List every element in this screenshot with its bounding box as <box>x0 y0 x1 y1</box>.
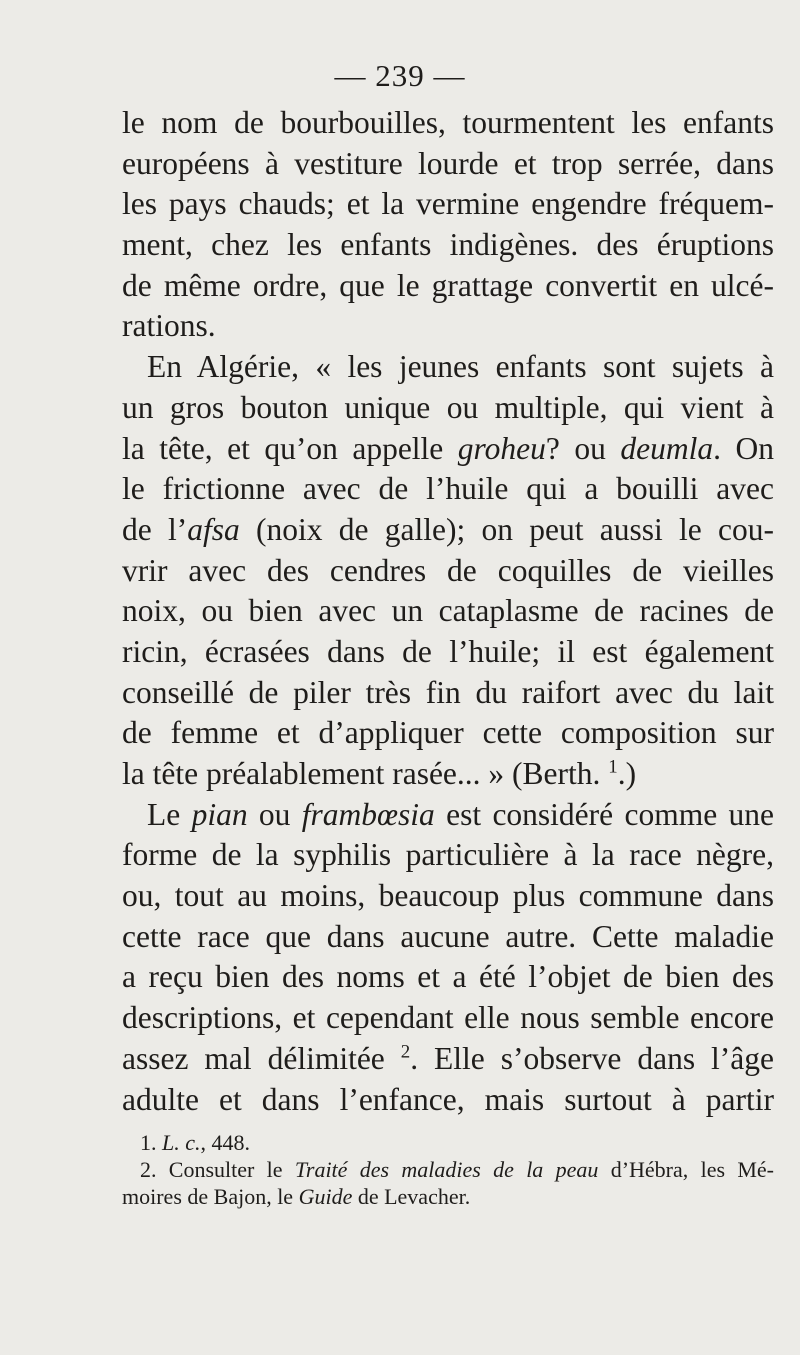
italic-term: L. c. <box>162 1130 201 1155</box>
italic-term: deumla <box>620 430 714 466</box>
text-line: ment, chez les enfants indigènes. des éruptions <box>122 227 774 263</box>
italic-term: groheu <box>457 430 546 466</box>
footnote-ref: 2 <box>400 1041 411 1063</box>
footnote-line: 1. L. c., 448. <box>140 1130 250 1155</box>
italic-term: afsa <box>187 511 240 547</box>
text-line: adulte et dans l’enfance, mais surtout à partir <box>122 1081 774 1117</box>
text-line: de femme et d’appliquer cette composition sur <box>122 715 774 751</box>
text-line: les pays chauds; et la vermine engendre fréquem- <box>122 186 774 222</box>
text-line: la tête, et qu’on appelle groheu? ou deumla. On <box>122 430 775 466</box>
text-line: la tête préalablement rasée... » (Berth. $^1$.) <box>122 756 637 791</box>
italic-term: Guide <box>298 1184 353 1209</box>
text-line: forme de la syphilis particulière à la race nègre, <box>122 837 774 873</box>
italic-term: Traité des maladies de la peau <box>294 1157 599 1182</box>
text-line: le frictionne avec de l’huile qui a bouilli avec <box>122 471 774 507</box>
text-line: de l’afsa (noix de galle); on peut aussi le cou- <box>122 511 774 547</box>
footnote-ref: 1 <box>608 756 618 778</box>
text-line: un gros bouton unique ou multiple, qui vient à <box>122 389 774 425</box>
text-line: européens à vestiture lourde et trop serrée, dans <box>122 145 774 181</box>
text-line: le nom de bourbouilles, tourmentent les enfants <box>122 105 774 140</box>
footnotes <box>122 1129 774 1210</box>
italic-term: pian <box>191 796 248 832</box>
text-line: En Algérie, « les jeunes enfants sont sujets à <box>147 349 774 385</box>
text-line: vrir avec des cendres de coquilles de vieilles <box>122 552 774 588</box>
italic-term: frambœsia <box>301 796 435 832</box>
text-line: conseillé de piler très fin du raifort avec du lait <box>122 674 774 710</box>
text-line: descriptions, et cependant elle nous semble encore <box>122 1000 774 1036</box>
footnote-line: 2. Consulter le Traité des maladies de la peau d’Hébra, les Mé- <box>140 1157 774 1182</box>
text-line: ou, tout au moins, beaucoup plus commune dans <box>122 878 774 914</box>
text-line: noix, ou bien avec un cataplasme de racines de <box>122 593 774 629</box>
text-line: assez mal délimitée $^2$. Elle s’observe dans l’âge <box>122 1040 774 1076</box>
text-line: de même ordre, que le grattage convertit en ulcé- <box>122 267 774 303</box>
body-text <box>122 103 774 1120</box>
text-line: Le pian ou frambœsia est considéré comme une <box>147 796 774 832</box>
text-line: rations. <box>122 308 216 344</box>
page-number: — 239 — <box>334 58 466 93</box>
footnote-line: moires de Bajon, le Guide de Levacher. <box>122 1184 471 1209</box>
text-line: a reçu bien des noms et a été l’objet de bien des <box>122 959 774 995</box>
text-line: ricin, écrasées dans de l’huile; il est également <box>122 633 774 669</box>
text-line: cette race que dans aucune autre. Cette maladie <box>122 918 774 954</box>
